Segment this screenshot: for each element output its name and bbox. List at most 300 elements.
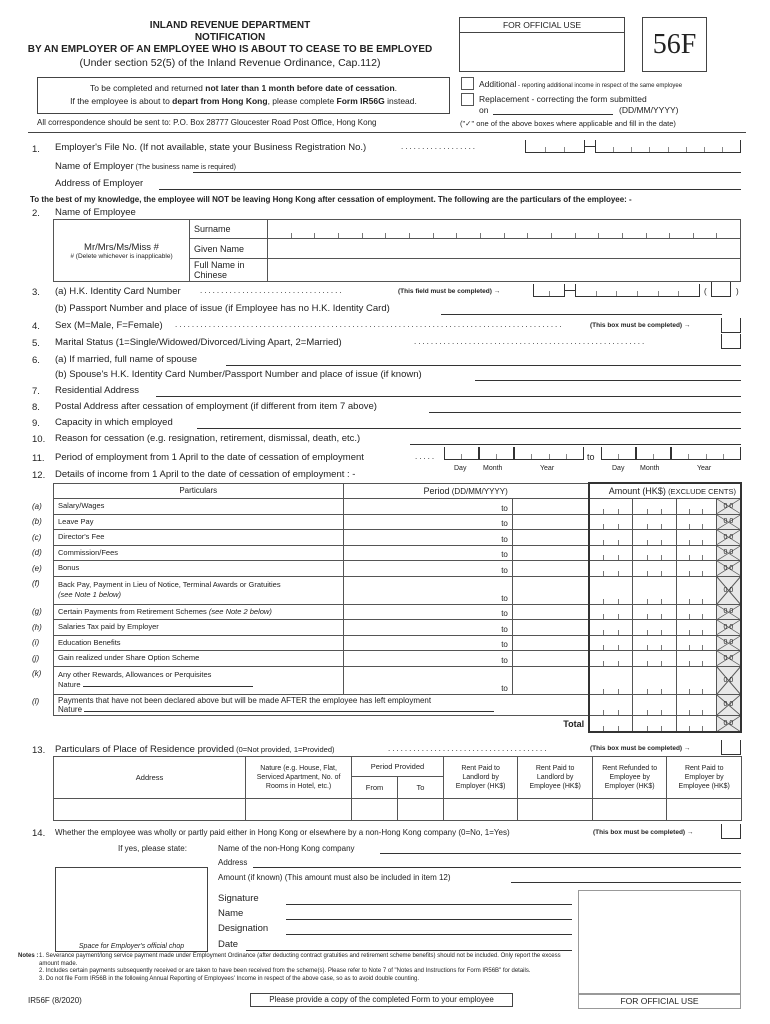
cents-value: 0 0 <box>723 608 734 616</box>
item-number: 2. <box>32 208 40 219</box>
form-subtitle: BY AN EMPLOYER OF AN EMPLOYEE WHO IS ABOUT TO CEASE TO BE EMPLOYED <box>27 44 433 55</box>
income-row-letter: (k) <box>32 669 42 678</box>
cents-excluded <box>716 545 741 561</box>
period-to-label: to <box>501 550 508 559</box>
amount-thousands-millions-field[interactable] <box>589 651 633 667</box>
chinese-name-field[interactable] <box>268 259 741 282</box>
amount-thousands-field[interactable] <box>633 530 676 546</box>
official-use-box <box>459 17 625 72</box>
replacement-checkbox[interactable] <box>461 93 474 106</box>
sex-field[interactable] <box>721 318 741 333</box>
employer-file-label: Employer's File No. (If not available, state your Business Registration No.) <box>55 142 367 153</box>
period-to-field[interactable] <box>512 635 589 651</box>
designation-field[interactable] <box>286 934 572 935</box>
hkid-required-note: (This field must be completed) → <box>398 288 501 295</box>
period-to-label: to <box>501 534 508 544</box>
period-header-text: Period <box>423 485 450 496</box>
period-from-field[interactable] <box>343 561 512 577</box>
leader-dots: ..... <box>415 452 437 461</box>
income-label: Leave Pay <box>58 516 94 526</box>
end-day-caption: Day <box>612 465 625 472</box>
item-number: 7. <box>32 386 40 397</box>
amount-thousands-field[interactable] <box>633 666 676 694</box>
income-row <box>54 530 742 546</box>
income-label: Gain realized under Share Option Scheme <box>58 653 200 663</box>
cents-excluded <box>716 620 741 636</box>
company-address-field[interactable] <box>253 867 741 868</box>
total-amount-units[interactable] <box>676 715 716 732</box>
amount-thousands-field[interactable] <box>633 576 676 604</box>
notice-deadline: not later than 1 month before date of cessation <box>205 83 395 93</box>
if-yes-label: If yes, please state: <box>118 844 187 853</box>
replacement-label: Replacement - correcting the form submitted <box>479 94 647 104</box>
income-particulars <box>54 514 344 530</box>
amount-units-field[interactable] <box>676 651 716 667</box>
amount-thousands-millions-field[interactable] <box>589 545 633 561</box>
amount-label: Amount (if known) (This amount must also be included in item 12) <box>218 873 451 882</box>
sex-label: Sex (M=Male, F=Female) <box>55 320 163 331</box>
cents-excluded <box>716 561 741 577</box>
amount-thousands-millions-field[interactable] <box>589 576 633 604</box>
item-number: 8. <box>32 402 40 413</box>
residence-nature-field[interactable] <box>246 799 352 821</box>
additional-checkbox[interactable] <box>461 77 474 90</box>
amount-thousands-millions-field[interactable] <box>589 604 633 620</box>
period-to-label: to <box>501 683 508 693</box>
cents-excluded <box>716 514 741 530</box>
notes-list <box>39 953 574 983</box>
surname-field[interactable] <box>268 220 741 239</box>
start-month-field[interactable] <box>479 447 514 460</box>
income-label: Salaries Tax paid by Employer <box>58 622 159 632</box>
period-from-field[interactable] <box>343 545 512 561</box>
cents-value: 0 0 <box>723 654 734 662</box>
income-particulars <box>54 499 344 515</box>
start-year-field[interactable] <box>514 447 584 460</box>
employee-name-label: Name of Employee <box>55 207 136 218</box>
residence-required-note: (This box must be completed) → <box>590 745 691 752</box>
marital-status-field[interactable] <box>721 334 741 349</box>
notice-text: , please complete <box>267 96 337 106</box>
official-chop-label: Space for Employer's official chop <box>78 943 185 950</box>
amount-thousands-millions-field[interactable] <box>589 666 633 694</box>
income-row-letter: (h) <box>32 622 42 632</box>
capacity-field[interactable] <box>197 428 741 429</box>
additional-label: Additional <box>479 79 517 89</box>
notes-label: Notes : <box>18 953 39 959</box>
amount-thousands-field[interactable] <box>633 545 676 561</box>
amount-thousands-field[interactable] <box>633 620 676 636</box>
income-row <box>54 635 742 651</box>
income-row-letter: (g) <box>32 607 42 616</box>
income-row-letter: (e) <box>32 563 42 573</box>
amount-header-note: (EXCLUDE CENTS) <box>668 487 736 496</box>
cents-value: 0 0 <box>723 719 734 727</box>
income-particulars <box>54 666 344 694</box>
date-field[interactable] <box>246 950 572 951</box>
income-label: Certain Payments from Retirement Schemes <box>58 606 209 616</box>
leader-dots: ............................................................................................ <box>175 320 564 329</box>
income-row <box>54 499 742 515</box>
period-to-field[interactable] <box>512 514 589 530</box>
declaration-text: To the best of my knowledge, the employee will NOT be leaving Hong Kong after cessation of employment. The following are the particulars of the employee: - <box>30 195 632 204</box>
income-label: Director's Fee <box>58 532 105 542</box>
employment-period-label: Period of employment from 1 April to the date of cessation of employment <box>55 452 364 463</box>
income-total-row <box>54 715 742 732</box>
period-to-field[interactable] <box>512 499 589 515</box>
amount-header-text: Amount (HK$) <box>608 486 666 496</box>
notice-line-1 <box>38 83 449 93</box>
income-row <box>54 666 742 694</box>
employer-file-number-field[interactable] <box>595 140 741 153</box>
amount-units-field[interactable] <box>676 514 716 530</box>
amount-units-field[interactable] <box>676 620 716 636</box>
residence-nature-header: Nature (e.g. House, Flat, Serviced Apartment, No. of Rooms in Hotel, etc.) <box>246 757 352 799</box>
period-to-field[interactable] <box>512 651 589 667</box>
employer-address-field[interactable] <box>159 189 741 190</box>
item-number: 13. <box>32 745 46 756</box>
company-name-field[interactable] <box>380 853 741 854</box>
residence-to-field[interactable] <box>397 799 443 821</box>
amount-units-field[interactable] <box>676 666 716 694</box>
title-cell <box>54 220 190 282</box>
leader-dots: .................................. <box>200 286 344 295</box>
period-from-field[interactable] <box>343 530 512 546</box>
income-label: Salary/Wages <box>58 501 105 511</box>
form-code: 56F <box>642 17 707 72</box>
item-number: 11. <box>32 453 45 464</box>
income-label: Education Benefits <box>58 637 121 647</box>
period-to-field[interactable] <box>512 576 589 604</box>
cents-value: 0 0 <box>723 549 734 557</box>
amount-units-field[interactable] <box>676 530 716 546</box>
income-row-letter: (a) <box>32 501 42 511</box>
income-row-letter: (l) <box>32 697 40 706</box>
header-divider <box>28 132 746 133</box>
cents-value: 0 0 <box>723 502 734 510</box>
employee-name-table <box>53 219 741 282</box>
period-from-field[interactable] <box>343 651 512 667</box>
hkid-separator <box>565 290 575 291</box>
cents-value: 0 0 <box>723 623 734 631</box>
surname-label: Surname <box>190 220 268 239</box>
item-number: 14. <box>32 828 46 839</box>
period-to-field[interactable] <box>512 620 589 636</box>
ordinance-ref: (Under section 52(5) of the Inland Revenue Ordinance, Cap.112) <box>79 57 381 69</box>
residence-provided-field[interactable] <box>721 740 741 755</box>
amount-header <box>589 483 741 499</box>
leader-dots: ....................................................... <box>414 337 647 346</box>
cessation-reason-field[interactable] <box>410 444 741 445</box>
given-name-field[interactable] <box>268 239 741 259</box>
residential-address-field[interactable] <box>156 396 741 397</box>
period-to-field[interactable] <box>512 666 589 694</box>
amount-thousands-field[interactable] <box>633 499 676 515</box>
passport-field[interactable] <box>441 314 722 315</box>
amount-thousands-millions-field[interactable] <box>589 561 633 577</box>
total-label: Total <box>54 715 590 732</box>
income-particulars <box>54 530 344 546</box>
tick-instruction: ("✓" one of the above boxes where applicable and fill in the date) <box>460 119 676 128</box>
spouse-id-label: (b) Spouse's H.K. Identity Card Number/Passport Number and place of issue (if known) <box>55 369 422 380</box>
income-row <box>54 576 742 604</box>
cents-excluded <box>716 530 741 546</box>
amount-units-field[interactable] <box>676 499 716 515</box>
income-row <box>54 545 742 561</box>
residence-period-header: Period Provided <box>352 757 444 777</box>
period-from-field[interactable] <box>343 620 512 636</box>
residence-note: (0=Not provided, 1=Provided) <box>234 745 335 754</box>
income-label: Payments that have not been declared above but will be made AFTER the employee has left employment <box>58 695 432 705</box>
name-label: Name <box>218 908 244 919</box>
rent-employee-landlord-header: Rent Paid to Landlord by Employee (HK$) <box>518 757 593 799</box>
signature-field[interactable] <box>286 904 572 905</box>
income-row-letter: (j) <box>32 653 40 663</box>
period-from-field[interactable] <box>343 499 512 515</box>
paren-close: ) <box>736 287 739 296</box>
cents-value: 0 0 <box>723 701 734 708</box>
title-note: # (Delete whichever is inapplicable) <box>70 252 173 260</box>
hkid-label: (a) H.K. Identity Card Number <box>55 286 181 297</box>
end-year-caption: Year <box>697 465 712 472</box>
residence-table <box>53 756 742 821</box>
period-to-field[interactable] <box>512 604 589 620</box>
income-row-letter: (i) <box>32 638 40 647</box>
income-row <box>54 651 742 667</box>
period-to-label: to <box>501 565 508 575</box>
rent-employee-employer-header: Rent Paid to Employer by Employee (HK$) <box>667 757 742 799</box>
end-year-field[interactable] <box>671 447 741 460</box>
rent-employee-landlord-field[interactable] <box>518 799 593 821</box>
period-to-label: to <box>501 640 508 649</box>
residence-from-header: From <box>352 777 398 799</box>
income-row <box>54 620 742 636</box>
end-month-caption: Month <box>640 465 660 472</box>
income-row-letter: (f) <box>32 579 40 588</box>
period-to-field[interactable] <box>512 530 589 546</box>
end-day-field[interactable] <box>601 447 636 460</box>
rent-employer-landlord-header: Rent Paid to Landlord by Employer (HK$) <box>443 757 518 799</box>
period-from-field[interactable] <box>343 514 512 530</box>
period-to-label: to <box>501 624 508 634</box>
item-number: 9. <box>32 418 40 429</box>
title-options: Mr/Mrs/Ms/Miss # <box>84 241 159 253</box>
amount-thousands-millions-field[interactable] <box>589 514 633 530</box>
notice-line-2 <box>38 96 449 106</box>
spouse-name-field[interactable] <box>226 365 741 366</box>
income-note-ref: (see Note 1 below) <box>58 590 121 599</box>
rent-refunded-field[interactable] <box>592 799 667 821</box>
total-amount-millions[interactable] <box>589 715 633 732</box>
period-header <box>343 483 589 499</box>
nature-label: Nature <box>58 704 83 714</box>
note-1: 1. Severance payment/long service payment made under Employment Ordinance (after deducting contract gratuities and retirement scheme benefits) should not be included. Only report the excess amount made. <box>39 953 561 967</box>
income-particulars <box>54 545 344 561</box>
residence-address-header: Address <box>54 757 246 799</box>
amount-thousands-field[interactable] <box>633 651 676 667</box>
period-to-label: to <box>501 655 508 665</box>
employer-address-label: Address of Employer <box>55 178 144 189</box>
income-particulars <box>54 604 344 620</box>
income-row <box>54 561 742 577</box>
total-amount-thousands[interactable] <box>633 715 676 732</box>
signature-label: Signature <box>218 893 259 904</box>
employer-file-prefix-field[interactable] <box>525 140 585 153</box>
name-field[interactable] <box>286 919 572 920</box>
employer-name-label <box>55 161 236 172</box>
residence-label-text: Particulars of Place of Residence provided <box>55 744 235 755</box>
cents-excluded <box>716 666 741 694</box>
income-row-letter: (c) <box>32 532 42 542</box>
income-row <box>54 604 742 620</box>
item-number: 5. <box>32 338 40 349</box>
start-month-caption: Month <box>483 465 503 472</box>
item-number: 12. <box>32 470 46 481</box>
residence-to-header: To <box>397 777 443 799</box>
income-table <box>53 482 742 733</box>
period-to-field[interactable] <box>512 561 589 577</box>
hkid-number-field[interactable] <box>575 284 700 297</box>
nature-field[interactable] <box>84 711 494 712</box>
amount-thousands-field[interactable] <box>633 635 676 651</box>
cents-excluded <box>716 499 741 515</box>
amount-thousands-millions-field[interactable] <box>589 694 633 715</box>
cents-excluded <box>716 651 741 667</box>
notice-text: To be completed and returned <box>89 83 206 93</box>
amount-units-field[interactable] <box>676 576 716 604</box>
amount-thousands-field[interactable] <box>633 561 676 577</box>
amount-field[interactable] <box>511 882 741 883</box>
amount-thousands-field[interactable] <box>633 604 676 620</box>
amount-thousands-millions-field[interactable] <box>589 530 633 546</box>
additional-option <box>479 79 682 89</box>
income-particulars <box>54 561 344 577</box>
item-number: 6. <box>32 355 40 366</box>
amount-units-field[interactable] <box>676 545 716 561</box>
official-use-bottom-label: FOR OFFICIAL USE <box>578 994 741 1009</box>
cents-excluded <box>716 694 741 715</box>
correspondence-address: All correspondence should be sent to: P.O. Box 28777 Gloucester Road Post Office, Hong Kong <box>37 118 377 127</box>
cents-excluded <box>716 635 741 651</box>
form-version: IR56F (8/2020) <box>28 996 82 1005</box>
given-name-label: Given Name <box>190 239 268 259</box>
sex-required-note: (This box must be completed) → <box>590 322 691 329</box>
start-day-caption: Day <box>454 465 467 472</box>
cents-value: 0 0 <box>723 586 734 594</box>
designation-label: Designation <box>218 923 269 934</box>
income-particulars <box>54 694 590 715</box>
amount-thousands-field[interactable] <box>633 694 676 715</box>
item-number: 4. <box>32 321 40 332</box>
spouse-id-field[interactable] <box>475 380 741 381</box>
notice-depart: depart from Hong Kong <box>172 96 268 106</box>
notice-text: instead. <box>384 96 417 106</box>
total-cents-excluded <box>716 715 741 732</box>
postal-address-label: Postal Address after cessation of employment (if different from item 7 above) <box>55 401 377 412</box>
income-particulars <box>54 620 344 636</box>
amount-units-field[interactable] <box>676 604 716 620</box>
non-hk-company-label: Whether the employee was wholly or partly paid either in Hong Kong or elsewhere by a non-Hong Kong company (0=No, 1=Yes) <box>55 828 510 837</box>
cents-value: 0 0 <box>723 533 734 541</box>
residence-from-field[interactable] <box>352 799 398 821</box>
item-number: 1. <box>32 144 40 155</box>
nature-field[interactable] <box>83 686 253 687</box>
rent-employer-landlord-field[interactable] <box>443 799 518 821</box>
employer-name-field[interactable] <box>193 172 741 173</box>
non-hk-company-field[interactable] <box>721 824 741 839</box>
period-to-label: to <box>501 609 508 618</box>
cents-value: 0 0 <box>723 639 734 647</box>
cents-value: 0 0 <box>723 676 734 684</box>
income-label: Any other Rewards, Allowances or Perquisites <box>58 670 212 679</box>
residence-label <box>55 744 335 755</box>
amount-thousands-millions-field[interactable] <box>589 620 633 636</box>
cents-value: 0 0 <box>723 564 734 572</box>
official-chop-box <box>55 867 208 952</box>
period-from-field[interactable] <box>343 635 512 651</box>
period-from-field[interactable] <box>343 666 512 694</box>
hkid-check-digit-field[interactable] <box>711 282 731 297</box>
residence-address-field[interactable] <box>54 799 246 821</box>
income-label: Commission/Fees <box>58 547 119 557</box>
amount-thousands-millions-field[interactable] <box>589 499 633 515</box>
official-use-bottom-box <box>578 890 741 994</box>
period-from-field[interactable] <box>343 576 512 604</box>
period-to-label: to <box>501 593 508 603</box>
period-to-field[interactable] <box>512 545 589 561</box>
paren-open: ( <box>704 287 707 296</box>
period-to-label: to <box>587 452 595 462</box>
item-number: 3. <box>32 287 40 298</box>
notice-text: If the employee is about to <box>70 96 173 106</box>
amount-thousands-field[interactable] <box>633 514 676 530</box>
postal-address-field[interactable] <box>429 412 741 413</box>
additional-desc: - reporting additional income in respect of the same employee <box>516 83 683 89</box>
item-number: 10. <box>32 434 46 445</box>
marital-status-label: Marital Status (1=Single/Widowed/Divorced/Living Apart, 2=Married) <box>55 337 342 348</box>
notice-text: . <box>394 83 398 93</box>
replacement-on-label: on <box>479 105 489 115</box>
note-2: 2. Includes certain payments subsequently received or are taken to have been received from the scheme(s). Please refer to Note 7 of "Notes and Instructions for Form IR56B" for details. <box>39 968 531 974</box>
amount-units-field[interactable] <box>676 694 716 715</box>
amount-units-field[interactable] <box>676 561 716 577</box>
cents-value: 0 0 <box>723 518 734 526</box>
end-month-field[interactable] <box>636 447 671 460</box>
income-note-ref: (see Note 2 below) <box>208 606 272 616</box>
notification-title: NOTIFICATION <box>194 32 266 43</box>
start-day-field[interactable] <box>444 447 479 460</box>
leader-dots: .................. <box>401 142 478 151</box>
hkid-prefix-field[interactable] <box>533 284 565 297</box>
particulars-header: Particulars <box>54 483 344 499</box>
rent-employee-employer-field[interactable] <box>667 799 742 821</box>
income-particulars <box>54 651 344 667</box>
company-address-label: Address <box>218 858 248 867</box>
residential-address-label: Residential Address <box>55 385 139 396</box>
date-label: Date <box>218 939 239 950</box>
copy-notice: Please provide a copy of the completed Form to your employee <box>250 993 513 1007</box>
amount-thousands-millions-field[interactable] <box>589 635 633 651</box>
income-label: Bonus <box>58 563 80 573</box>
amount-units-field[interactable] <box>676 635 716 651</box>
start-year-caption: Year <box>540 465 555 472</box>
period-from-field[interactable] <box>343 604 512 620</box>
employer-name-note: (The business name is required) <box>133 164 236 171</box>
replacement-date-field[interactable] <box>493 114 613 115</box>
notice-form-ir56g: Form IR56G <box>336 96 385 106</box>
note-3: 3. Do not file Form IR56B in the following Annual Reporting of Employees' Income in respect of the above case, so as to avoid double counting. <box>39 975 420 982</box>
nature-label: Nature <box>58 680 81 689</box>
